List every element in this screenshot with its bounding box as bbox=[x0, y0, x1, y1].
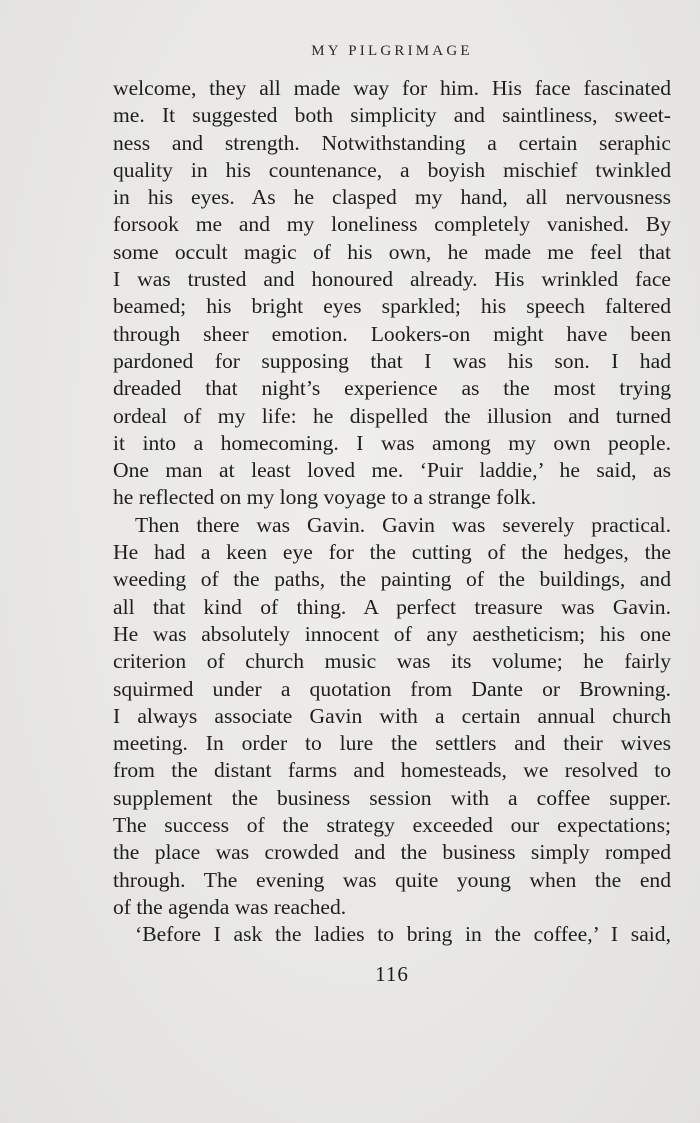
text-line: the place was crowded and the business simply romped bbox=[113, 840, 671, 865]
text-line: me. It suggested both simplicity and saintliness, sweet- bbox=[113, 103, 671, 128]
text-line: supplement the business session with a coffee supper. bbox=[113, 785, 671, 810]
text-line: he reflected on my long voyage to a strange folk. bbox=[113, 485, 537, 510]
text-line: meeting. In order to lure the settlers and their wives bbox=[113, 731, 671, 756]
text-line: of the agenda was reached. bbox=[113, 894, 347, 919]
text-line-paragraph-start: ‘Before I ask the ladies to bring in the coffee,’ I said, bbox=[135, 922, 671, 947]
text-line: He had a keen eye for the cutting of the hedges, the bbox=[113, 540, 671, 565]
text-line: some occult magic of his own, he made me feel that bbox=[113, 239, 671, 264]
text-line: welcome, they all made way for him. His face fascinated bbox=[113, 76, 671, 100]
text-line: I always associate Gavin with a certain annual church bbox=[113, 703, 671, 728]
text-line: criterion of church music was its volume; he fairly bbox=[113, 649, 671, 674]
text-line: ness and strength. Notwithstanding a certain seraphic bbox=[113, 130, 671, 155]
text-line: quality in his countenance, a boyish mischief twinkled bbox=[113, 157, 671, 182]
text-line-paragraph-start: Then there was Gavin. Gavin was severely practical. bbox=[135, 512, 671, 537]
running-head: MY PILGRIMAGE bbox=[311, 43, 473, 59]
text-line: beamed; his bright eyes sparkled; his speech faltered bbox=[113, 294, 671, 319]
text-line: One man at least loved me. ‘Puir laddie,’ he said, as bbox=[113, 458, 671, 483]
text-line: dreaded that night’s experience as the most trying bbox=[113, 376, 671, 401]
text-line: The success of the strategy exceeded our expectations; bbox=[113, 813, 671, 838]
page-number: 116 bbox=[375, 962, 409, 986]
book-page bbox=[113, 0, 671, 1123]
text-line: in his eyes. As he clasped my hand, all nervousness bbox=[113, 185, 671, 210]
text-line: from the distant farms and homesteads, we resolved to bbox=[113, 758, 671, 783]
text-line: I was trusted and honoured already. His wrinkled face bbox=[113, 267, 671, 292]
text-line: weeding of the paths, the painting of the buildings, and bbox=[113, 567, 671, 592]
body-text bbox=[113, 75, 671, 949]
text-line: all that kind of thing. A perfect treasure was Gavin. bbox=[113, 594, 671, 619]
text-line: ordeal of my life: he dispelled the illusion and turned bbox=[113, 403, 671, 428]
text-line: it into a homecoming. I was among my own people. bbox=[113, 430, 671, 455]
text-line: forsook me and my loneliness completely vanished. By bbox=[113, 212, 671, 237]
text-line: He was absolutely innocent of any aestheticism; his one bbox=[113, 621, 671, 646]
text-line: pardoned for supposing that I was his son. I had bbox=[113, 348, 671, 373]
text-line: through sheer emotion. Lookers-on might have been bbox=[113, 321, 671, 346]
text-line: through. The evening was quite young when the end bbox=[113, 867, 671, 892]
text-line: squirmed under a quotation from Dante or Browning. bbox=[113, 676, 671, 701]
